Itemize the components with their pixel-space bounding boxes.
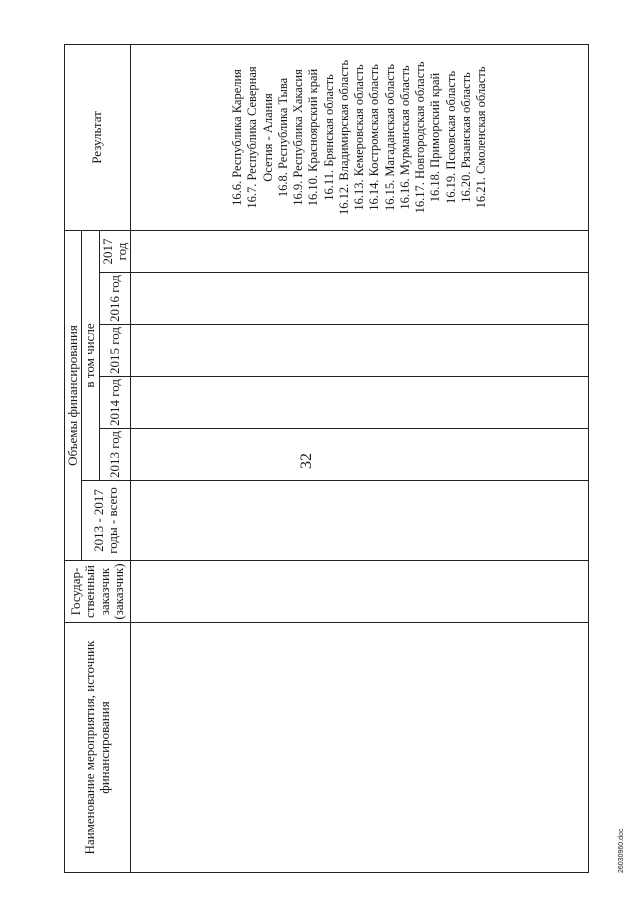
cell-2013 xyxy=(131,429,589,481)
list-item: 16.7. Республика Северная Осетия - Алания xyxy=(245,66,275,209)
header-year-2016: 2016 год xyxy=(99,273,131,325)
list-item: 16.10. Красноярский край xyxy=(306,68,321,207)
table-row xyxy=(131,44,589,872)
list-item: 16.13. Кемеровская область xyxy=(352,64,367,211)
cell-2017 xyxy=(131,230,589,272)
header-including: в том числе xyxy=(82,230,99,480)
list-item: 16.16. Мурманская область xyxy=(397,65,412,210)
header-year-2013: 2013 год xyxy=(99,429,131,481)
list-item: 16.8. Республика Тыва xyxy=(275,77,290,198)
list-item: 16.6. Республика Карелия xyxy=(230,69,245,206)
cell-2014 xyxy=(131,377,589,429)
list-item: 16.19. Псковская область xyxy=(443,70,458,205)
header-row-1 xyxy=(65,44,82,872)
list-item: 16.15. Магаданская область xyxy=(382,63,397,211)
list-item: 16.21. Смоленская область xyxy=(474,66,489,209)
file-footer: 26030960.doc xyxy=(618,828,625,873)
cell-name xyxy=(131,623,589,873)
header-customer: Государ-ственный заказчик (заказчик) xyxy=(65,561,131,623)
cell-result xyxy=(131,44,589,230)
list-item: 16.17. Новгородская область xyxy=(413,61,428,214)
header-name: Наименование мероприятия, источник финансирования xyxy=(65,623,131,873)
list-item: 16.20. Рязанская область xyxy=(458,72,473,203)
cell-2016 xyxy=(131,273,589,325)
list-item: 16.11. Брянская область xyxy=(321,74,336,201)
funding-table xyxy=(64,44,589,873)
list-item: 16.18. Приморский край xyxy=(428,72,443,203)
page-number: 32 xyxy=(298,453,315,469)
list-item: 16.12. Владимирская область xyxy=(336,59,351,215)
header-year-2015: 2015 год xyxy=(99,325,131,377)
header-result: Результат xyxy=(65,44,131,230)
header-year-2014: 2014 год xyxy=(99,377,131,429)
header-funding: Объемы финансирования xyxy=(65,230,82,560)
list-item: 16.14. Костромская область xyxy=(367,64,382,211)
header-year-2017: 2017 год xyxy=(99,230,131,272)
cell-total xyxy=(131,481,589,561)
cell-customer xyxy=(131,561,589,623)
header-total: 2013 - 2017 годы - всего xyxy=(82,481,131,561)
result-list xyxy=(230,47,489,228)
cell-2015 xyxy=(131,325,589,377)
list-item: 16.9. Республика Хакасия xyxy=(291,69,306,206)
